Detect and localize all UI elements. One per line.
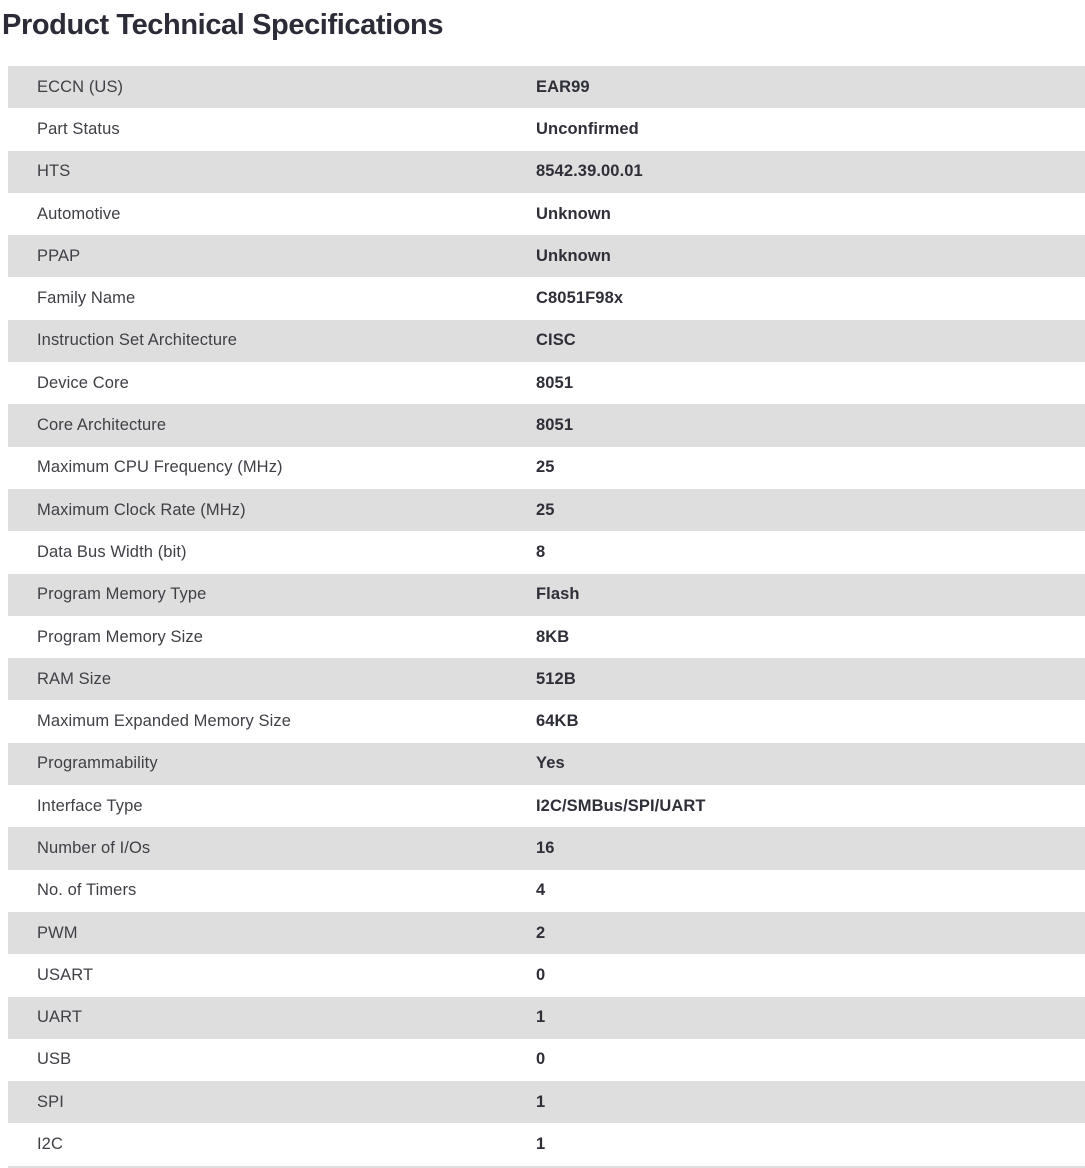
- spec-value: 25: [536, 458, 555, 477]
- spec-row-pwm: [8, 912, 1085, 954]
- spec-label: HTS: [37, 162, 71, 181]
- spec-label: Program Memory Type: [37, 585, 207, 604]
- spec-value: 8051: [536, 373, 574, 392]
- spec-row-instruction-set: [8, 320, 1085, 362]
- spec-label: Part Status: [37, 119, 120, 138]
- spec-label: Maximum Clock Rate (MHz): [37, 500, 246, 519]
- spec-label: Number of I/Os: [37, 838, 151, 857]
- spec-label: Instruction Set Architecture: [37, 331, 237, 350]
- spec-value: 8542.39.00.01: [536, 162, 643, 181]
- spec-label: Family Name: [37, 289, 136, 308]
- spec-value: 8: [536, 542, 546, 561]
- spec-row-core-architecture: [8, 404, 1085, 446]
- spec-label: USB: [37, 1050, 72, 1069]
- spec-row-max-expanded-memory: [8, 700, 1085, 742]
- spec-value: 1: [536, 1092, 546, 1111]
- spec-row-data-bus-width: [8, 531, 1085, 573]
- spec-label: Automotive: [37, 204, 121, 223]
- spec-label: ECCN (US): [37, 77, 124, 96]
- spec-value: CISC: [536, 331, 576, 350]
- spec-table: [8, 66, 1085, 1168]
- spec-row-spi: [8, 1081, 1085, 1123]
- spec-label: UART: [37, 1008, 83, 1027]
- spec-label: Interface Type: [37, 796, 143, 815]
- spec-value: 8KB: [536, 627, 570, 646]
- spec-value: Flash: [536, 585, 580, 604]
- spec-label: Maximum CPU Frequency (MHz): [37, 458, 283, 477]
- spec-row-max-cpu-frequency: [8, 447, 1085, 489]
- spec-label: PPAP: [37, 246, 81, 265]
- spec-label: PWM: [37, 923, 78, 942]
- spec-value: EAR99: [536, 77, 590, 96]
- spec-row-part-status: [8, 108, 1085, 150]
- spec-value: 2: [536, 923, 546, 942]
- spec-value: Unknown: [536, 204, 611, 223]
- spec-value: 16: [536, 838, 555, 857]
- spec-row-max-clock-rate: [8, 489, 1085, 531]
- spec-label: Core Architecture: [37, 416, 167, 435]
- spec-label: Data Bus Width (bit): [37, 542, 187, 561]
- spec-value: 1: [536, 1008, 546, 1027]
- spec-row-hts: [8, 151, 1085, 193]
- spec-value: 0: [536, 1050, 546, 1069]
- spec-value: 1: [536, 1135, 546, 1154]
- spec-label: Maximum Expanded Memory Size: [37, 712, 292, 731]
- spec-row-eccn: [8, 66, 1085, 108]
- spec-label: I2C: [37, 1135, 63, 1154]
- spec-value: I2C/SMBus/SPI/UART: [536, 796, 706, 815]
- spec-row-ram-size: [8, 658, 1085, 700]
- spec-row-usart: [8, 954, 1085, 996]
- spec-value: Unconfirmed: [536, 119, 639, 138]
- spec-value: 64KB: [536, 712, 579, 731]
- spec-label: SPI: [37, 1092, 64, 1111]
- spec-label: No. of Timers: [37, 881, 137, 900]
- spec-value: Unknown: [536, 246, 611, 265]
- spec-row-uart: [8, 997, 1085, 1039]
- spec-value: 8051: [536, 416, 574, 435]
- spec-value: 4: [536, 881, 546, 900]
- spec-row-programmability: [8, 743, 1085, 785]
- spec-row-automotive: [8, 193, 1085, 235]
- spec-label: USART: [37, 965, 94, 984]
- spec-value: Yes: [536, 754, 565, 773]
- spec-label: Device Core: [37, 373, 129, 392]
- spec-row-family-name: [8, 277, 1085, 319]
- spec-value: 25: [536, 500, 555, 519]
- spec-row-usb: [8, 1039, 1085, 1081]
- spec-label: RAM Size: [37, 669, 112, 688]
- spec-label: Programmability: [37, 754, 158, 773]
- spec-row-i2c: [8, 1123, 1085, 1165]
- spec-value: 0: [536, 965, 546, 984]
- spec-row-program-memory-size: [8, 616, 1085, 658]
- spec-row-number-of-ios: [8, 827, 1085, 869]
- spec-row-program-memory-type: [8, 574, 1085, 616]
- spec-row-interface-type: [8, 785, 1085, 827]
- spec-row-no-of-timers: [8, 870, 1085, 912]
- spec-row-device-core: [8, 362, 1085, 404]
- spec-value: 512B: [536, 669, 576, 688]
- spec-label: Program Memory Size: [37, 627, 204, 646]
- page-title: Product Technical Specifications: [2, 9, 444, 41]
- spec-value: C8051F98x: [536, 289, 624, 308]
- spec-row-ppap: [8, 235, 1085, 277]
